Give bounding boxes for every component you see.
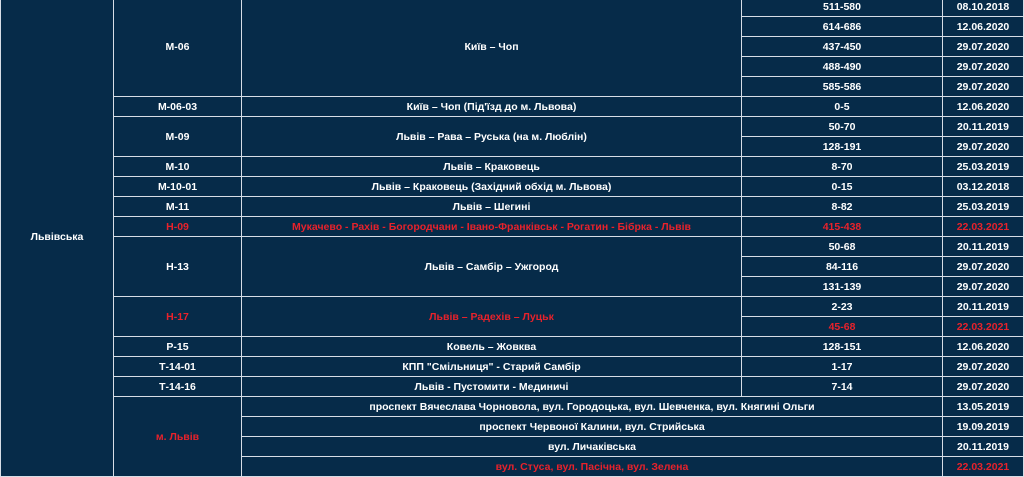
- table-row: [1, 397, 1024, 417]
- km-range: 84-116: [742, 257, 943, 277]
- road-code: М-06-03: [114, 97, 242, 117]
- repair-date: 22.03.2021: [943, 457, 1024, 477]
- km-range: 50-68: [742, 237, 943, 257]
- km-range: 2-23: [742, 297, 943, 317]
- repair-date: 20.11.2019: [943, 297, 1024, 317]
- km-range: 488-490: [742, 57, 943, 77]
- road-code: Н-09: [114, 217, 242, 237]
- km-range: 0-15: [742, 177, 943, 197]
- repair-date: 29.07.2020: [943, 57, 1024, 77]
- road-route: проспект Червоної Калини, вул. Стрийська: [242, 417, 943, 437]
- km-range: 585-586: [742, 77, 943, 97]
- repair-date: 20.11.2019: [943, 437, 1024, 457]
- road-route: Львів – Краковець (Західний обхід м. Львова): [242, 177, 742, 197]
- table-row: [1, 377, 1024, 397]
- table-row: [1, 217, 1024, 237]
- table-row: [1, 237, 1024, 257]
- repair-date: 29.07.2020: [943, 37, 1024, 57]
- km-range: 45-68: [742, 317, 943, 337]
- road-code: М-10: [114, 157, 242, 177]
- road-code: Т-14-01: [114, 357, 242, 377]
- road-route: Київ – Чоп (Під'їзд до м. Львова): [242, 97, 742, 117]
- repair-date: 12.06.2020: [943, 337, 1024, 357]
- roads-table-body: [1, 0, 1024, 477]
- repair-date: 12.06.2020: [943, 17, 1024, 37]
- repair-date: 22.03.2021: [943, 317, 1024, 337]
- repair-date: 29.07.2020: [943, 77, 1024, 97]
- repair-date: 08.10.2018: [943, 0, 1024, 17]
- repair-date: 22.03.2021: [943, 217, 1024, 237]
- table-row: [1, 297, 1024, 317]
- repair-date: 25.03.2019: [943, 157, 1024, 177]
- table-row: [1, 0, 1024, 17]
- km-range: 511-580: [742, 0, 943, 17]
- road-route: Львів – Рава – Руська (на м. Люблін): [242, 117, 742, 157]
- km-range: 8-70: [742, 157, 943, 177]
- road-code: М-11: [114, 197, 242, 217]
- road-code: Н-13: [114, 237, 242, 297]
- road-route: Львів – Радехів – Луцьк: [242, 297, 742, 337]
- road-route: Ковель – Жовква: [242, 337, 742, 357]
- road-route: Львів – Шегині: [242, 197, 742, 217]
- road-route: Львів - Пустомити - Мединичі: [242, 377, 742, 397]
- repair-date: 29.07.2020: [943, 277, 1024, 297]
- road-code: М-10-01: [114, 177, 242, 197]
- repair-date: 29.07.2020: [943, 257, 1024, 277]
- road-code: М-06: [114, 0, 242, 97]
- repair-date: 29.07.2020: [943, 377, 1024, 397]
- table-row: [1, 97, 1024, 117]
- road-code: Р-15: [114, 337, 242, 357]
- road-route: КПП "Смільниця" - Старий Самбір: [242, 357, 742, 377]
- road-route: Львів – Самбір – Ужгород: [242, 237, 742, 297]
- repair-date: 13.05.2019: [943, 397, 1024, 417]
- repair-date: 25.03.2019: [943, 197, 1024, 217]
- repair-date: 20.11.2019: [943, 237, 1024, 257]
- road-route: Київ – Чоп: [242, 0, 742, 97]
- km-range: 8-82: [742, 197, 943, 217]
- road-code: М-09: [114, 117, 242, 157]
- repair-date: 20.11.2019: [943, 117, 1024, 137]
- road-route: вул. Личаківська: [242, 437, 943, 457]
- km-range: 0-5: [742, 97, 943, 117]
- repair-date: 29.07.2020: [943, 357, 1024, 377]
- km-range: 415-438: [742, 217, 943, 237]
- road-route: Львів – Краковець: [242, 157, 742, 177]
- repair-date: 12.06.2020: [943, 97, 1024, 117]
- table-row: [1, 117, 1024, 137]
- road-route: вул. Стуса, вул. Пасічна, вул. Зелена: [242, 457, 943, 477]
- region-cell: Львівська: [1, 0, 114, 477]
- road-code: Т-14-16: [114, 377, 242, 397]
- road-route: Мукачево - Рахів - Богородчани - Івано-Франківськ - Рогатин - Бібрка - Львів: [242, 217, 742, 237]
- table-row: [1, 337, 1024, 357]
- road-code: Н-17: [114, 297, 242, 337]
- repair-date: 03.12.2018: [943, 177, 1024, 197]
- km-range: 128-191: [742, 137, 943, 157]
- km-range: 50-70: [742, 117, 943, 137]
- repair-date: 19.09.2019: [943, 417, 1024, 437]
- table-row: [1, 197, 1024, 217]
- km-range: 437-450: [742, 37, 943, 57]
- repair-date: 29.07.2020: [943, 137, 1024, 157]
- km-range: 7-14: [742, 377, 943, 397]
- road-route: проспект Вячеслава Чорновола, вул. Городоцька, вул. Шевченка, вул. Княгині Ольги: [242, 397, 943, 417]
- km-range: 128-151: [742, 337, 943, 357]
- table-row: [1, 357, 1024, 377]
- km-range: 1-17: [742, 357, 943, 377]
- table-row: [1, 157, 1024, 177]
- km-range: 131-139: [742, 277, 943, 297]
- road-code: м. Львів: [114, 397, 242, 477]
- km-range: 614-686: [742, 17, 943, 37]
- table-row: [1, 177, 1024, 197]
